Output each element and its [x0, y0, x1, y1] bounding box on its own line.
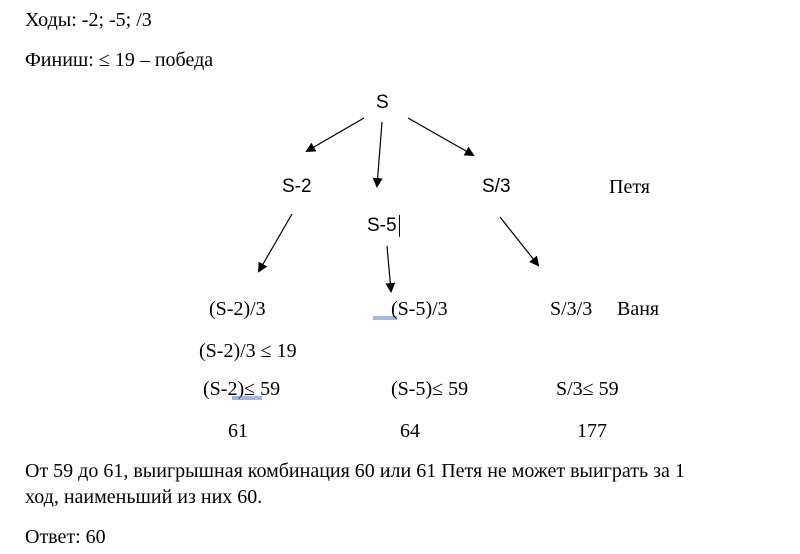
tree-root: S	[376, 92, 389, 113]
arrow-root-to-left	[307, 118, 364, 151]
condition-middle: (S-5)≤ 59	[391, 378, 469, 400]
player-petya: Петя	[609, 176, 650, 198]
condition-right: S/3≤ 59	[556, 378, 619, 400]
node-middle-child: (S-5)/3	[391, 298, 448, 320]
answer-line: Ответ: 60	[25, 526, 106, 548]
result-middle: 64	[400, 420, 420, 442]
moves-line: Ходы: -2; -5; /3	[25, 9, 152, 31]
result-right: 177	[577, 420, 607, 442]
node-left-child: (S-2)/3	[209, 298, 266, 320]
conclusion-line-2: ход, наименьший из них 60.	[25, 486, 263, 508]
arrow-root-to-right	[408, 118, 473, 155]
node-s-minus-2: S-2	[282, 176, 312, 197]
node-s-minus-5: S-5	[367, 215, 397, 236]
player-vanya: Ваня	[617, 298, 660, 320]
condition-left: (S-2)≤ 59	[203, 378, 281, 400]
arrow-right-to-child	[500, 217, 538, 265]
node-s-div-3: S/3	[482, 176, 511, 197]
finish-line: Финиш: ≤ 19 – победа	[25, 49, 214, 71]
spellcheck-underline-left	[232, 396, 262, 400]
conclusion-line-1: От 59 до 61, выигрышная комбинация 60 или 61 Петя не может выиграть за 1	[25, 460, 685, 482]
arrow-middle-to-child	[387, 246, 391, 291]
arrow-root-to-middle	[377, 122, 382, 186]
node-right-child: S/3/3	[550, 298, 593, 320]
result-left: 61	[228, 420, 248, 442]
condition-first: (S-2)/3 ≤ 19	[199, 340, 297, 362]
text-cursor	[399, 215, 400, 237]
arrow-left-to-child	[259, 214, 292, 271]
